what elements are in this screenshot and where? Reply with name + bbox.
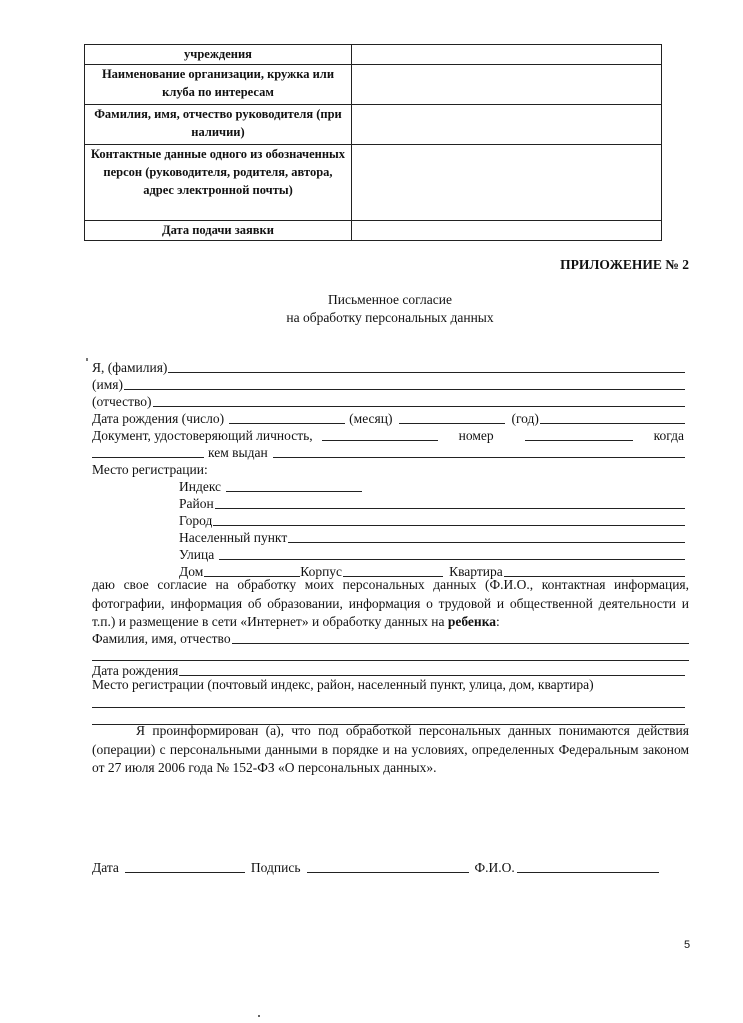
scan-speck [86,358,88,361]
sign-signature-field[interactable] [307,872,469,873]
document-subtitle: на обработку персональных данных [286,310,494,325]
document-title: Письменное согласие [328,292,452,307]
page-number: 5 [684,939,691,951]
index-line[interactable] [179,478,685,495]
child-birth-label: Дата рождения [92,663,179,678]
table-value[interactable] [351,145,661,221]
table-value[interactable] [351,45,661,65]
table-value[interactable] [351,105,661,145]
consent-text: даю свое согласие на обработку моих персональных данных (Ф.И.О., контактная информация, фотографии, информация об образовании, информация о трудовой и общественной деятельности и т.п.) и размещение в сети «Интернет» и обработку данных на [92,577,689,629]
table-label: учреждения [85,45,352,65]
table-value[interactable] [351,221,661,241]
city-label: Город [179,513,213,528]
street-label: Улица [179,547,215,562]
table-label: Наименование организации, кружка или клуба по интересам [85,65,352,105]
sign-fio-field[interactable] [517,872,659,873]
document-when-label: когда [653,428,684,443]
document-line[interactable] [92,427,685,444]
birth-month-label: (месяц) [349,411,393,426]
consent-paragraph [92,576,689,632]
name-line[interactable] [92,376,685,393]
consent-child: ребенка [447,614,497,629]
table-row [85,105,662,145]
index-label: Индекс [179,479,222,494]
appendix-heading: ПРИЛОЖЕНИЕ № 2 [560,257,689,272]
table-row [85,65,662,105]
city-line[interactable] [179,512,685,529]
patronymic-label: (отчество) [92,394,152,409]
birth-year-label: (год) [511,411,539,426]
district-line[interactable] [179,495,685,512]
registration-heading [92,461,685,478]
apartment-label: Квартира [449,564,503,579]
patronymic-line[interactable] [92,393,685,410]
table-label: Фамилия, имя, отчество руководителя (при наличии) [85,105,352,145]
child-registration-line-1[interactable] [92,694,685,711]
table-value[interactable] [351,65,661,105]
document-label: Документ, удостоверяющий личность, [92,428,313,443]
consent-colon: : [496,614,500,629]
child-fio-line[interactable] [92,630,689,647]
birth-date-line[interactable] [92,410,685,427]
birth-day-label: Дата рождения (число) [92,411,225,426]
house-label: Дом [179,564,204,579]
table-row [85,221,662,241]
table-label: Дата подачи заявки [85,221,352,241]
signature-row [92,858,672,876]
document-number-label: номер [458,428,494,443]
table-row [85,45,662,65]
surname-line[interactable] [92,359,685,376]
table-label: Контактные данные одного из обозначенных персон (руководителя, родителя, автора, адрес электронной почты) [85,145,352,221]
sign-fio-label: Ф.И.О. [474,860,515,875]
settlement-label: Населенный пункт [179,530,288,545]
sign-date-label: Дата [92,860,119,875]
name-label: (имя) [92,377,123,392]
street-line[interactable] [179,546,685,563]
sign-date-field[interactable] [125,872,245,873]
child-fio-label: Фамилия, имя, отчество [92,631,231,646]
settlement-line[interactable] [179,529,685,546]
registration-label: Место регистрации: [92,462,208,477]
child-registration-label: Место регистрации (почтовый индекс, район, населенный пункт, улица, дом, квартира) [92,677,594,692]
district-label: Район [179,496,214,511]
issued-by-line[interactable] [92,444,685,461]
building-label: Корпус [300,564,343,579]
application-table [84,44,662,241]
sign-signature-label: Подпись [250,860,301,875]
table-row [85,145,662,221]
informed-paragraph: Я проинформирован (а), что под обработкой персональных данных понимаются действия (операции) с персональными данными в порядке и на условиях, определенных Федеральным законом от 27 июля 2006 года № 152-ФЗ «О персональных данных». [92,723,689,775]
scan-speck [258,1015,260,1017]
issued-by-label: кем выдан [208,445,268,460]
surname-label: Я, (фамилия) [92,360,168,375]
